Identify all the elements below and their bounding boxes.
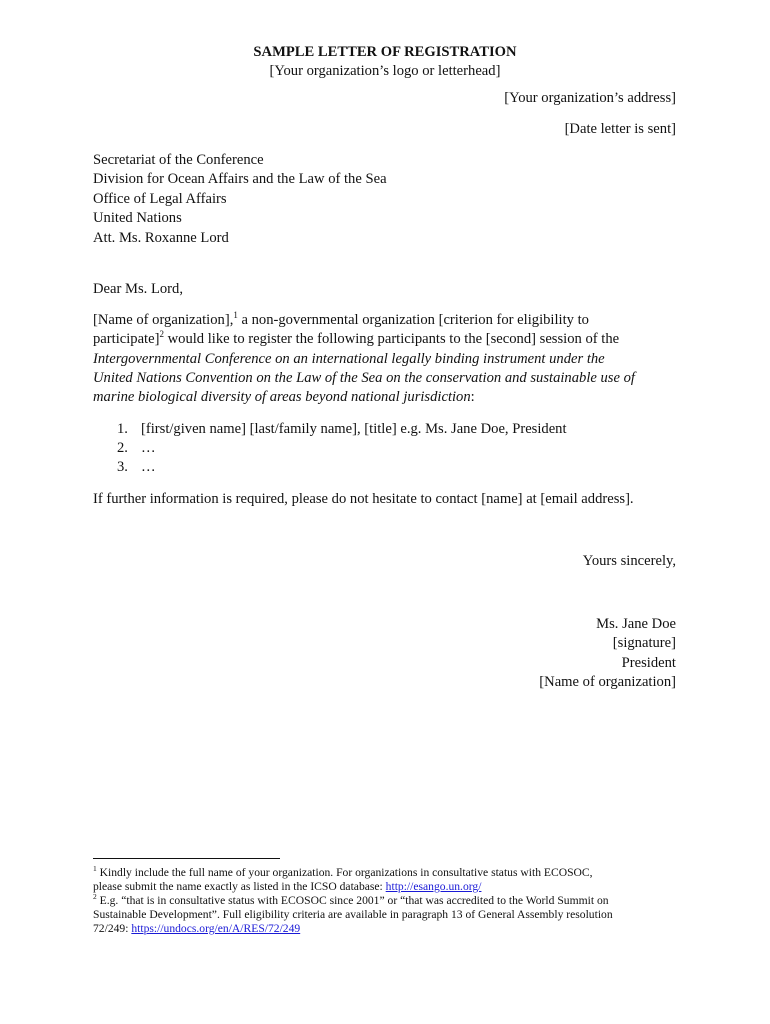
footnote-ref: 1 (233, 310, 238, 320)
icso-database-link[interactable]: http://esango.un.org/ (385, 880, 482, 893)
body-line: United Nations Convention on the Law of the Sea on the conservation and sustainable use of (93, 370, 635, 386)
recipient-line: Office of Legal Affairs (93, 191, 227, 207)
sender-address: [Your organization’s address] (504, 90, 676, 106)
footnote-ref: 2 (159, 329, 164, 339)
salutation: Dear Ms. Lord, (93, 281, 183, 297)
recipient-line: United Nations (93, 210, 182, 226)
letter-date: [Date letter is sent] (564, 121, 676, 137)
signer-title: President (621, 655, 676, 671)
closing: Yours sincerely, (582, 553, 676, 569)
footnote-2-cont: Sustainable Development”. Full eligibility criteria are available in paragraph 13 of General Assembly resolution (93, 908, 613, 921)
body-line: marine biological diversity of areas beyond national jurisdiction: (93, 389, 475, 405)
resolution-link[interactable]: https://undocs.org/en/A/RES/72/249 (131, 922, 301, 935)
footnote-1-cont: please submit the name exactly as listed in the ICSO database: http://esango.un.org/ (93, 880, 482, 893)
list-item: 1. [first/given name] [last/family name], [title] e.g. Ms. Jane Doe, President (117, 421, 567, 437)
contact-line: If further information is required, please do not hesitate to contact [name] at [email address]. (93, 491, 634, 507)
recipient-line: Secretariat of the Conference (93, 152, 264, 168)
footnote-2-cont: 72/249: https://undocs.org/en/A/RES/72/249 (93, 922, 301, 935)
body-line: participate]$^2$ would like to register the following participants to the [second] session of the (93, 329, 620, 347)
signer-name: Ms. Jane Doe (596, 616, 676, 632)
recipient-line: Att. Ms. Roxanne Lord (93, 230, 229, 246)
body-line: [Name of organization],$^1$ a non-governmental organization [criterion for eligibility to (93, 310, 589, 328)
letter-title: SAMPLE LETTER OF REGISTRATION (253, 44, 517, 60)
list-item: 3. … (117, 459, 156, 475)
logo-placeholder: [Your organization’s logo or letterhead] (269, 63, 501, 79)
list-item: 2. … (117, 440, 156, 456)
signer-organization: [Name of organization] (539, 674, 676, 690)
signature-placeholder: [signature] (612, 635, 676, 651)
footnote-2: $^2$ E.g. “that is in consultative status with ECOSOC since 2001” or “that was accredited to the World Summit on (93, 892, 609, 907)
footnote-1: $^1$ Kindly include the full name of your organization. For organizations in consultative status with ECOSOC, (93, 864, 593, 879)
recipient-line: Division for Ocean Affairs and the Law of the Sea (93, 171, 387, 187)
body-line: Intergovernmental Conference on an international legally binding instrument under the (93, 351, 605, 367)
footnote-separator (93, 858, 280, 859)
